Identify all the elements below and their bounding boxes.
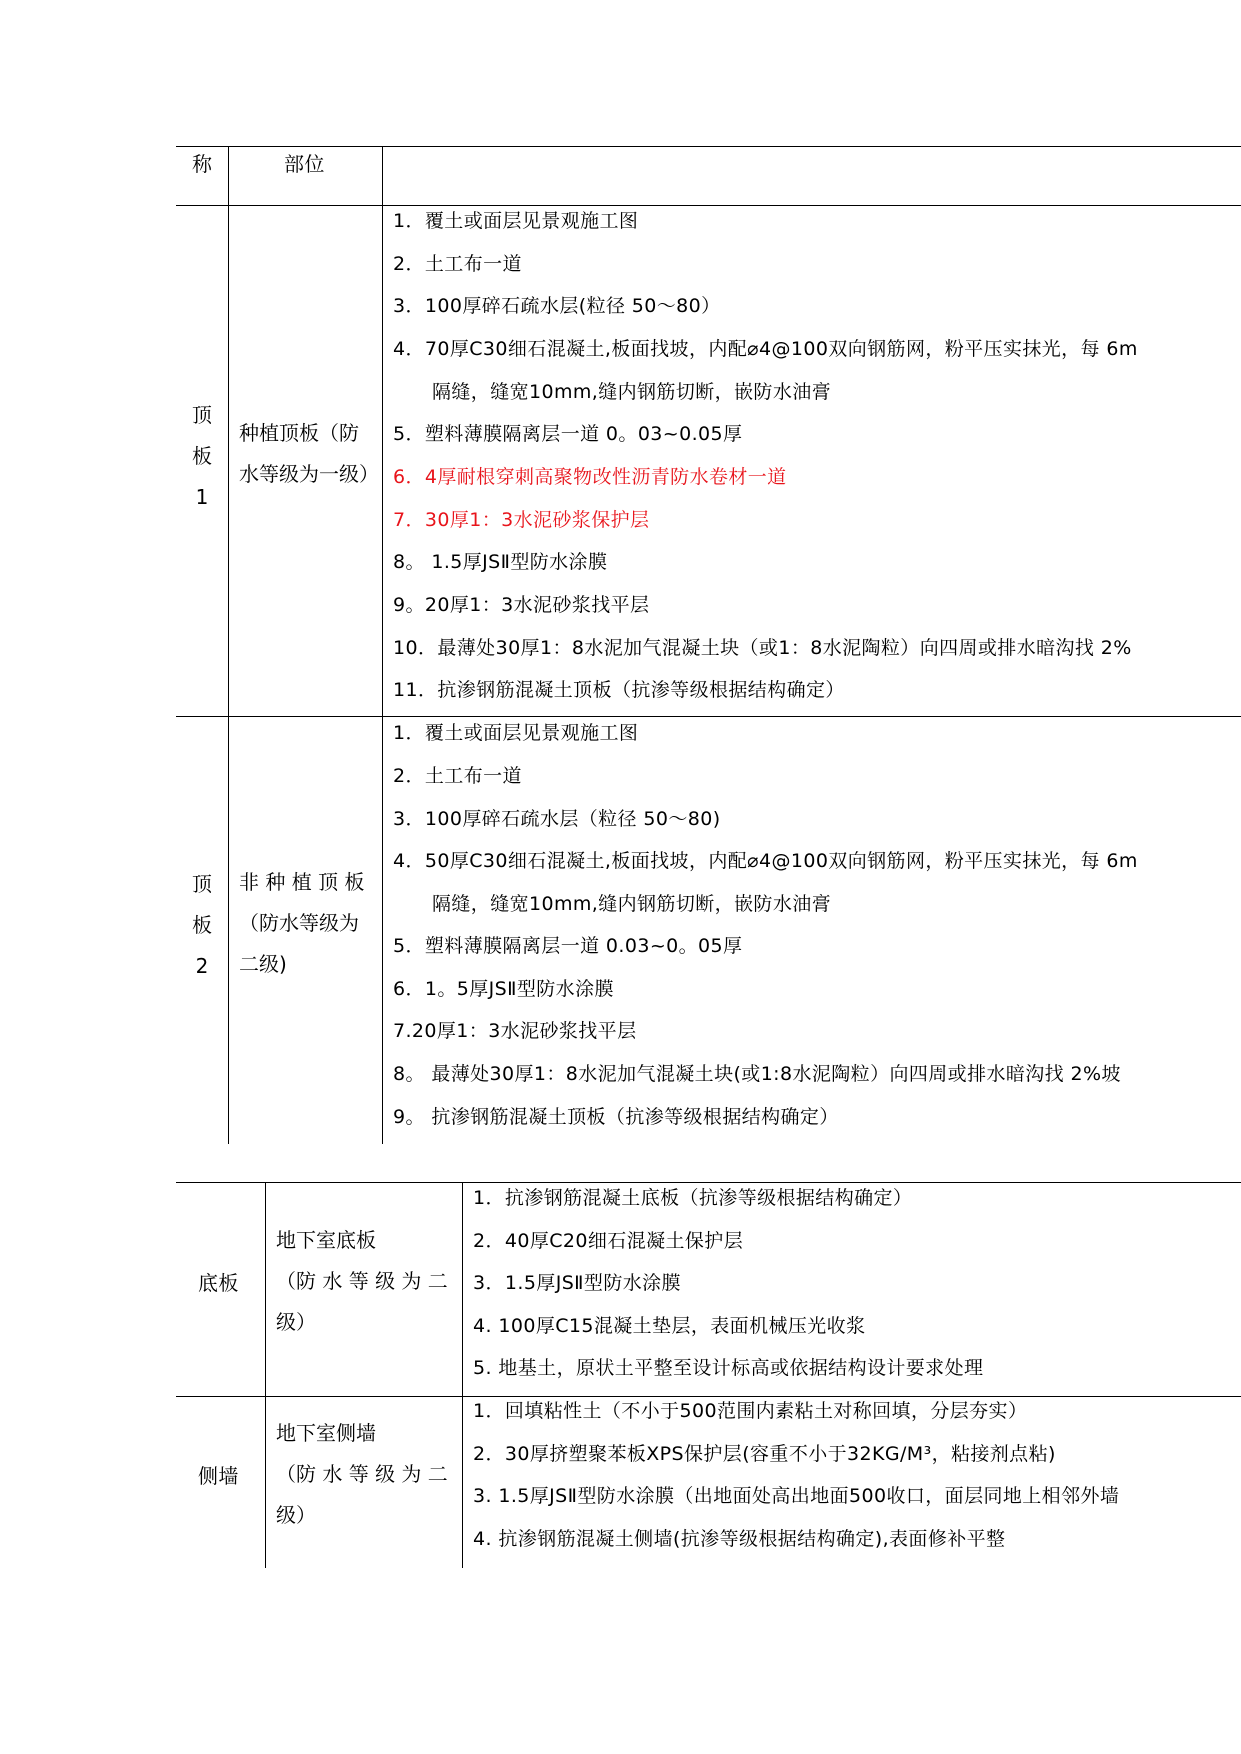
wall-category: 侧墙 — [198, 1464, 239, 1488]
list-item: 4. 抗渗钢筋混凝土侧墙(抗渗等级根据结构确定),表面修补平整 — [473, 1528, 1006, 1550]
table-rule — [228, 146, 229, 1144]
list-item: 9。20厚1：3水泥砂浆找平层 — [393, 594, 650, 616]
list-item: 11．抗渗钢筋混凝土顶板（抗渗等级根据结构确定） — [393, 679, 845, 701]
category-char: 板 — [192, 913, 212, 937]
list-item: 4．50厚C30细石混凝土,板面找坡，内配⌀4@100双向钢筋网，粉平压实抹光，每 6m — [393, 850, 1138, 872]
header-col2: 部位 — [284, 152, 325, 176]
list-item: 7．30厚1：3水泥砂浆保护层 — [393, 509, 650, 531]
table-rule — [176, 1396, 1241, 1397]
list-item: 2．40厚C20细石混凝土保护层 — [473, 1230, 744, 1252]
list-item: 3．100厚碎石疏水层(粒径 50～80） — [393, 295, 721, 317]
name-line: 非 种 植 顶 板 — [239, 870, 365, 894]
name-line: （防水等级为 — [239, 911, 359, 935]
name-line: 二级) — [239, 952, 287, 976]
table-rule — [462, 1182, 463, 1568]
list-item: 隔缝，缝宽10mm,缝内钢筋切断，嵌防水油膏 — [432, 381, 832, 403]
list-item: 5. 地基土，原状土平整至设计标高或依据结构设计要求处理 — [473, 1357, 984, 1379]
name-line: 级） — [276, 1503, 316, 1527]
list-item: 3．100厚碎石疏水层（粒径 50～80) — [393, 808, 721, 830]
list-item: 2．土工布一道 — [393, 253, 522, 275]
list-item: 1．覆土或面层见景观施工图 — [393, 722, 639, 744]
category-char: 顶 — [192, 872, 212, 896]
name-line: 地下室底板 — [276, 1228, 376, 1252]
floor-category: 底板 — [198, 1271, 239, 1295]
name-line: 水等级为一级） — [239, 462, 379, 486]
list-item: 1．覆土或面层见景观施工图 — [393, 210, 639, 232]
list-item: 4．70厚C30细石混凝土,板面找坡，内配⌀4@100双向钢筋网，粉平压实抹光，每 6m — [393, 338, 1138, 360]
roof1-category — [176, 395, 228, 518]
list-item: 3. 1.5厚JSⅡ型防水涂膜（出地面处高出地面500收口，面层同地上相邻外墙 — [473, 1485, 1120, 1507]
roof2-category — [176, 864, 228, 987]
table-rule — [176, 1182, 1241, 1183]
list-item: 6．4厚耐根穿刺高聚物改性沥青防水卷材一道 — [393, 466, 787, 488]
table-rule — [265, 1182, 266, 1568]
name-line: 地下室侧墙 — [276, 1421, 376, 1445]
roof1-name — [239, 413, 379, 495]
list-item: 5．塑料薄膜隔离层一道 0.03~0。05厚 — [393, 935, 743, 957]
table-rule — [176, 716, 1241, 717]
list-item: 7.20厚1：3水泥砂浆找平层 — [393, 1020, 637, 1042]
name-line: 级） — [276, 1310, 316, 1334]
list-item: 8。 1.5厚JSⅡ型防水涂膜 — [393, 551, 608, 573]
list-item: 9。 抗渗钢筋混凝土顶板（抗渗等级根据结构确定） — [393, 1106, 839, 1128]
list-item: 4. 100厚C15混凝土垫层，表面机械压光收浆 — [473, 1315, 866, 1337]
list-item: 2．30厚挤塑聚苯板XPS保护层(容重不小于32KG/M³，粘接剂点粘) — [473, 1443, 1056, 1465]
list-item: 10．最薄处30厚1：8水泥加气混凝土块（或1：8水泥陶粒）向四周或排水暗沟找 2% — [393, 637, 1132, 659]
table-rule — [176, 146, 1241, 147]
name-line: 种植顶板（防 — [239, 421, 359, 445]
roof2-name — [239, 862, 364, 985]
category-char: 顶 — [192, 403, 212, 427]
name-line: （防 水 等 级 为 二 — [276, 1462, 448, 1486]
name-line: （防 水 等 级 为 二 — [276, 1269, 448, 1293]
table-rule — [382, 146, 383, 1144]
list-item: 隔缝，缝宽10mm,缝内钢筋切断，嵌防水油膏 — [432, 893, 832, 915]
category-char: 2 — [195, 954, 209, 978]
category-char: 1 — [195, 485, 209, 509]
list-item: 1．抗渗钢筋混凝土底板（抗渗等级根据结构确定） — [473, 1187, 913, 1209]
floor-name — [276, 1220, 448, 1343]
category-char: 板 — [192, 444, 212, 468]
list-item: 8。 最薄处30厚1：8水泥加气混凝土块(或1:8水泥陶粒）向四周或排水暗沟找 2%坡 — [393, 1063, 1121, 1085]
header-col1: 称 — [192, 152, 213, 176]
list-item: 3．1.5厚JSⅡ型防水涂膜 — [473, 1272, 681, 1294]
list-item: 6．1。5厚JSⅡ型防水涂膜 — [393, 978, 614, 1000]
wall-name — [276, 1413, 448, 1536]
list-item: 1．回填粘性土（不小于500范围内素粘土对称回填，分层夯实） — [473, 1400, 1028, 1422]
list-item: 2．土工布一道 — [393, 765, 522, 787]
list-item: 5．塑料薄膜隔离层一道 0。03~0.05厚 — [393, 423, 743, 445]
table-rule — [176, 205, 1241, 206]
